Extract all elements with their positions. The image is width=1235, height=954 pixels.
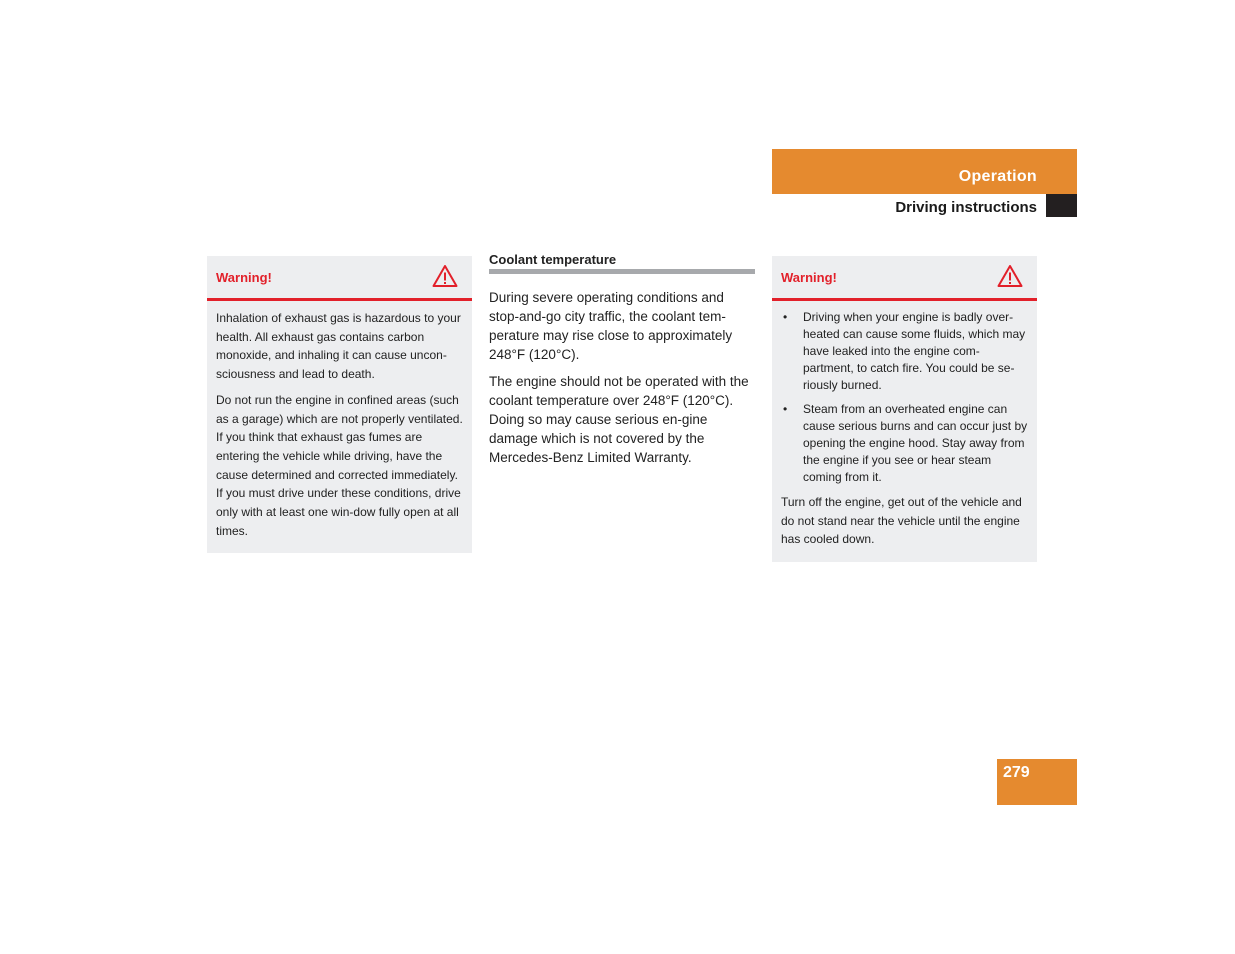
warning-title: Warning! (216, 270, 272, 285)
coolant-paragraph: The engine should not be operated with the coolant temperature over 248°F (120°C). Doing so may cause serious en-gine damage which is not covered by the Mercedes-Benz Limited Warranty. (489, 374, 749, 465)
warning-header (207, 256, 472, 301)
list-item (781, 309, 1028, 394)
warning-paragraph: Inhalation of exhaust gas is hazardous to your health. All exhaust gas contains carbon monoxide, and inhaling it can cause uncon-sciousness and lead to death. (216, 311, 461, 382)
warning-box-overheat (772, 256, 1037, 562)
list-item (781, 401, 1028, 486)
warning-title: Warning! (781, 270, 837, 285)
page-number: 279 (1003, 764, 1030, 781)
coolant-paragraph: During severe operating conditions and stop-and-go city traffic, the coolant tem-perature may rise close to approximately 248°F (120°C). (489, 290, 733, 362)
page-number-box (997, 759, 1077, 805)
bullet-icon: • (783, 402, 788, 416)
bullet-text: Steam from an overheated engine can cause serious burns and can occur just by opening the engine hood. Stay away from the engine if you see or hear steam coming from it. (803, 402, 1028, 484)
warning-bullet-list (781, 309, 1028, 486)
warning-box-exhaust (207, 256, 472, 553)
bullet-text: Driving when your engine is badly over-heated can cause some fluids, which may have leaked into the engine com-partment, to catch fire. You could be se-riously burned. (803, 310, 1026, 392)
warning-triangle-icon (432, 264, 458, 288)
coolant-heading: Coolant temperature (489, 252, 755, 274)
section-header-bar (772, 149, 1077, 194)
warning-body (772, 301, 1037, 562)
warning-paragraph: Do not run the engine in confined areas (such as a garage) which are not properly ventilated. If you think that exhaust gas fumes are entering the vehicle while driving, have the cause determined and corrected immediately. If you must drive under these conditions, drive only with at least one win-dow fully open at all times. (216, 392, 463, 538)
warning-body (207, 301, 472, 553)
subsection-title: Driving instructions (895, 199, 1037, 216)
thumb-tab-marker (1046, 194, 1077, 217)
warning-header (772, 256, 1037, 301)
coolant-section (489, 252, 755, 475)
bullet-icon: • (783, 310, 788, 324)
warning-paragraph: Turn off the engine, get out of the vehicle and do not stand near the vehicle until the engine has cooled down. (781, 495, 1022, 547)
coolant-body (489, 288, 755, 467)
section-title: Operation (958, 168, 1037, 185)
warning-triangle-icon (997, 264, 1023, 288)
